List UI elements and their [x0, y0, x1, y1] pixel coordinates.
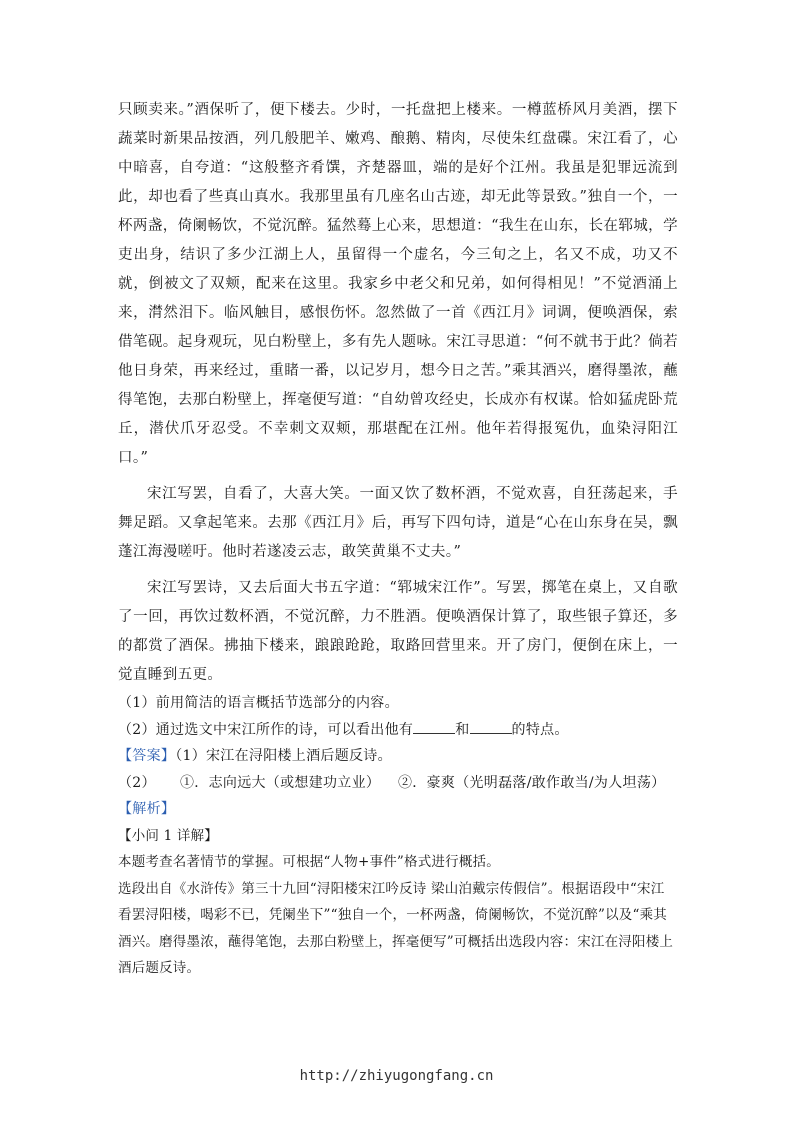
question-1: （1）前用简洁的语言概括节选部分的内容。: [118, 695, 399, 711]
passage-paragraph-1: 只顾卖来。”酒保听了，便下楼去。少时，一托盘把上楼来。一樽蓝桥风月美酒，摆下蔬菜时新果品按酒，列几般肥羊、嫩鸡、酿鹅、精肉，尽使朱红盘碟。宋江看了，心中暗喜，自夸道：“这般整齐肴馔，齐楚器皿，端的是好个江州。我虽是犯罪远流到此，却也看了些真山真水。我那里虽有几座名山古迹，却无此等景致。”独自一个，一杯两盏，倚阑畅饮，不觉沉醉。猛然蓦上心来，思想道：“我生在山东，长在郓城，学吏出身，结识了多少江湖上人，虽留得一个虚名，今三旬之上，名又不成，功又不就，倒被文了双颊，配来在这里。我家乡中老父和兄弟，如何得相见！”不觉酒涌上来，潸然泪下。临风触目，感恨伤怀。忽然做了一首《西江月》词调，便唤酒保，索借笔砚。起身观玩，见白粉壁上，多有先人题咏。宋江寻思道：“何不就书于此？倘若他日身荣，再来经过，重睹一番，以记岁月，想今日之苦。”乘其酒兴，磨得墨浓，蘸得笔饱，去那白粉壁上，挥毫便写道：“自幼曾攻经史，长成亦有权谋。恰如猛虎卧荒丘，潜伏爪牙忍受。不幸刺文双颊，那堪配在江州。他年若得报冤仇，血染浔阳江口。”: [118, 102, 678, 466]
answer-1: （1）宋江在浔阳楼上酒后题反诗。: [175, 748, 392, 764]
answer-tag: 【答案】: [118, 748, 176, 764]
footer-url: http://zhiyugongfang.cn: [299, 1068, 494, 1084]
question-2-middle: 和: [455, 721, 470, 738]
answer-2-option-2: ②．豪爽（光明磊落/敢作敢当/为人坦荡）: [398, 774, 666, 791]
answer-2-option-1: ①．志向远大（或想建功立业）: [180, 774, 381, 791]
answer-blank-2: [470, 719, 512, 734]
document-page: [118, 96, 678, 982]
answer-line-2: [118, 770, 678, 797]
question-2-suffix: 的特点。: [511, 721, 569, 738]
question-2: [118, 717, 678, 744]
answer-2-number: （2）: [118, 774, 156, 791]
analysis-tag: 【解析】: [118, 801, 176, 817]
analysis-subheading: 【小问 1 详解】: [118, 827, 218, 844]
passage-paragraph-3: 宋江写罢诗，又去后面大书五字道：“郓城宋江作”。写罢，掷笔在桌上，又自歌了一回，再饮过数杯酒，不觉沉醉，力不胜酒。便唤酒保计算了，取些银子算还，多的都赏了酒保。拂抽下楼来，踉踉跄跄，取路回营里来。开了房门，便倒在床上，一觉直睡到五更。: [118, 580, 678, 683]
passage-paragraph-2: 宋江写罢，自看了，大喜大笑。一面又饮了数杯酒，不觉欢喜，自狂荡起来，手舞足蹈。又拿起笔来。去那《西江月》后，再写下四句诗，道是“心在山东身在吴，飘蓬江海漫嗟吁。他时若遂凌云志，敢笑黄巢不丈夫。”: [118, 486, 678, 560]
question-2-prefix: （2）通过选文中宋江所作的诗，可以看出他有: [118, 721, 414, 738]
answer-blank-1: [413, 719, 455, 734]
answer-line-1: [118, 743, 678, 770]
analysis-line-2: 选段出自《水浒传》第三十九回“浔阳楼宋江吟反诗 梁山泊戴宗传假信”。根据语段中“宋江看罢浔阳楼，喝彩不已，凭阑坐下”“独自一个，一杯两盏，倚阑畅饮，不觉沉醉”以及“乘其酒兴。磨得墨浓，蘸得笔饱，去那白粉壁上，挥毫便写”可概括出选段内容：宋江在浔阳楼上酒后题反诗。: [118, 880, 674, 976]
analysis-line-1: 本题考查名著情节的掌握。可根据“人物+事件”格式进行概括。: [118, 854, 500, 870]
